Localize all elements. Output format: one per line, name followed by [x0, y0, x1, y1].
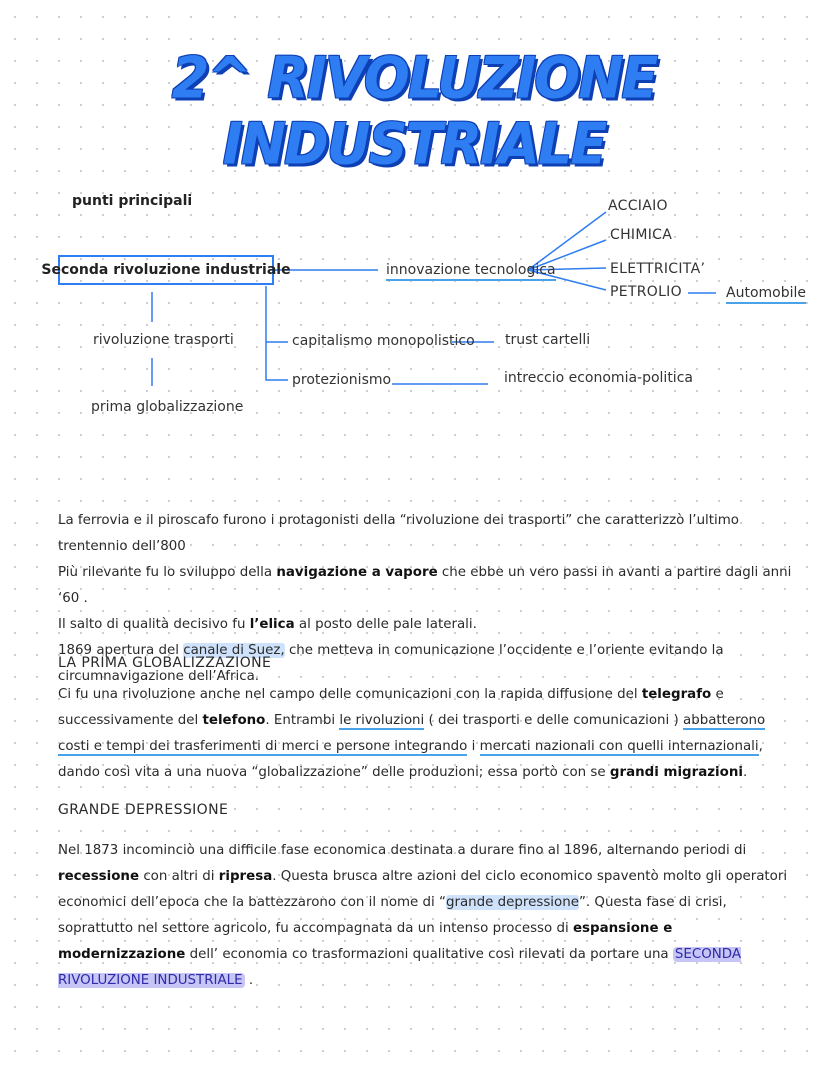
node-prima-globalizzazione: prima globalizzazione: [91, 399, 244, 415]
node-rivoluzione-trasporti: rivoluzione trasporti: [93, 332, 234, 348]
node-elettricita: ELETTRICITA’: [610, 261, 706, 277]
node-innovazione: innovazione tecnologica: [386, 262, 556, 281]
heading-depressione: GRANDE DEPRESSIONE: [58, 802, 229, 818]
underline-rivoluzioni: le rivoluzioni: [339, 713, 425, 728]
text-line: La ferrovia e il piroscafo furono i protagonisti della “rivoluzione dei trasporti” che caratterizzò l’ultimo trentennio dell’800: [58, 513, 739, 554]
node-petrolio: PETROLIO: [610, 284, 682, 300]
paragraph-depressione: Nel 1873 incominciò una difficile fase economica destinata a durare fino al 1896, alternando periodi di recessione con altri di ripresa. Questa brusca altre azioni del ciclo economico spaventò molto gli operatori economici dell’epoca che la battezzarono con il nome di “grande depressione”. Questa fase di crisi, soprattutto nel settore agricolo, fu accompagnata da un intenso processo di espansione e modernizzazione dell’ economia co trasformazioni qualitative così rilevati da portare una SECONDA RIVOLUZIONE INDUSTRIALE .: [58, 843, 788, 988]
node-acciaio: ACCIAIO: [608, 198, 668, 214]
text-line: Più rilevante fu lo sviluppo della navigazione a vapore che ebbe un vero passi in avanti a partire dagli anni ‘60 .: [58, 565, 792, 606]
highlight-seconda-rivoluzione: SECONDA RIVOLUZIONE INDUSTRIALE: [58, 947, 741, 988]
mindmap-connectors: [0, 0, 828, 460]
node-automobile: Automobile: [726, 285, 806, 304]
text-line: 1869 apertura del canale di Suez, che metteva in comunicazione l’occidente e l’oriente evitando la circumnavigazione dell’Africa.: [58, 643, 724, 684]
paragraph-globalizzazione: Ci fu una rivoluzione anche nel campo delle comunicazioni con la rapida diffusione del telegrafo e successivamente del telefono. Entrambi le rivoluzioni ( dei trasporti e delle comunicazioni ) abbatterono costi e tempi dei trasferimenti di merci e persone integrando i mercati nazionali con quelli internazionali, dando così vita a una nuova “globalizzazione” delle produzioni; essa portò con se grandi migrazioni.: [58, 687, 766, 780]
heading-globalizzazione: LA PRIMA GLOBALIZZAZIONE: [58, 655, 272, 671]
mindmap-label: punti principali: [72, 193, 193, 209]
node-trust-cartelli: trust cartelli: [505, 332, 591, 348]
node-chimica: CHIMICA: [610, 227, 673, 243]
underline-mercati: mercati nazionali con quelli internazionali: [479, 739, 759, 754]
node-protezionismo: protezionismo: [292, 372, 392, 388]
page-title: 2^ RIVOLUZIONE INDUSTRIALE: [171, 44, 657, 178]
underline-abbatterono: abbatterono costi e tempi dei trasferimenti di merci e persone integrando: [58, 713, 766, 754]
node-capitalismo: capitalismo monopolistico: [292, 333, 475, 349]
highlight-grande-depressione: grande depressione: [445, 895, 579, 910]
node-intreccio: intreccio economia-politica: [504, 370, 693, 386]
connector-center-branches: [266, 286, 288, 380]
highlight-suez: canale di Suez,: [183, 643, 285, 658]
mindmap-center-node: Seconda rivoluzione industriale: [58, 255, 274, 285]
text-line: Il salto di qualità decisivo fu l’elica al posto delle pale laterali.: [58, 617, 477, 632]
